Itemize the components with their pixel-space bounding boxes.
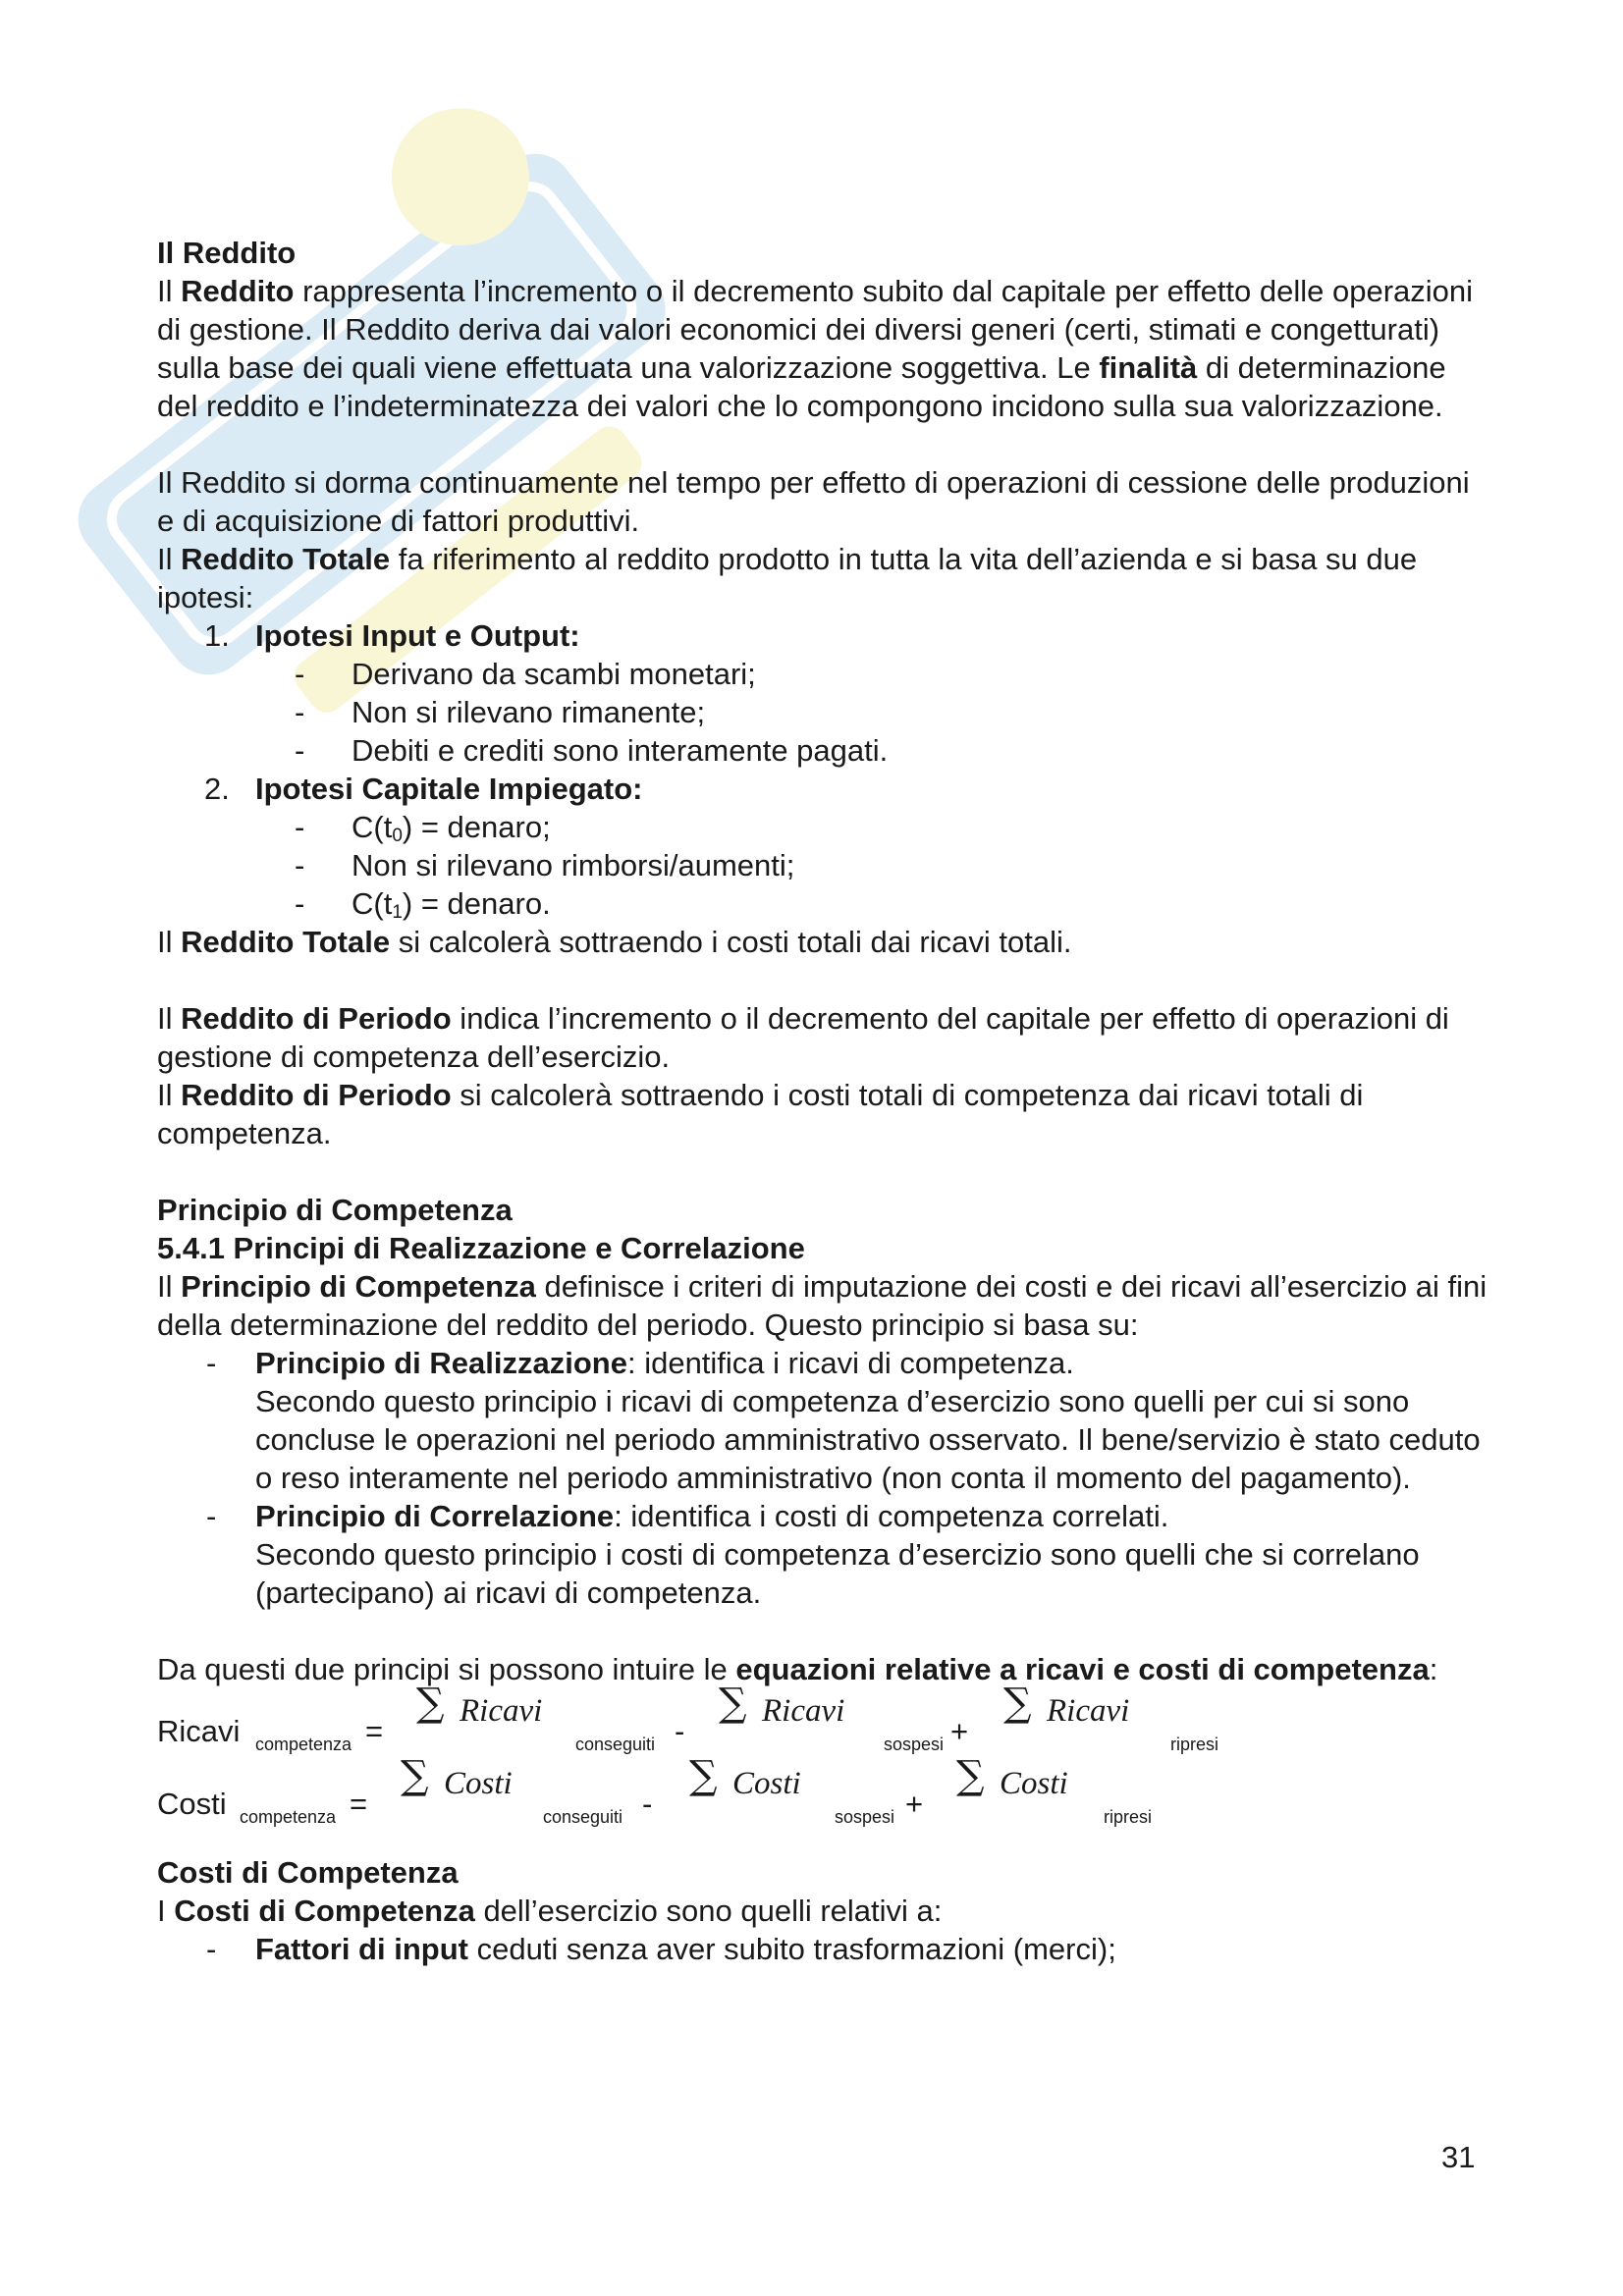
paragraph-reddito-totale: Il Reddito Totale fa riferimento al reddito prodotto in tutta la vita dell’azienda e si basa su due ipotesi: [157, 542, 1418, 614]
hypothesis-capitale-impiegato: 2. Ipotesi Capitale Impiegato: [204, 772, 643, 806]
list-item: - Non si rilevano rimborsi/aumenti; [295, 848, 795, 882]
paragraph-costi-competenza: I Costi di Competenza dell’esercizio sono quelli relativi a: [157, 1894, 943, 1928]
principle-correlazione: - Principio di Correlazione: identifica i costi di competenza correlati. Secondo questo principio i costi di competenza d’esercizio sono quelli che si correlano (partecipano) ai ricavi di competenza. [206, 1499, 1420, 1610]
section-title-reddito: Il Reddito [157, 236, 297, 270]
list-item: - Derivano da scambi monetari; [295, 657, 756, 691]
hypotheses-list [157, 616, 1492, 655]
list-item: - $C(t_1)$ = denaro. [295, 886, 551, 923]
principle-realizzazione: - Principio di Realizzazione: identifica i ricavi di competenza. Secondo questo principio i ricavi di competenza d’esercizio sono quelli per cui si sono concluse le operazioni nel periodo amministrativo osservato. Il bene/servizio è stato ceduto o reso interamente nel periodo amministrativo (non conta il momento del pagamento). [206, 1346, 1481, 1495]
hypothesis-1-items [157, 655, 1492, 770]
paragraph-reddito-formation: Il Reddito si dorma continuamente nel tempo per effetto di operazioni di cessione delle produzioni e di acquisizione di fattori produttivi. [157, 465, 1470, 538]
section-subtitle-principi: 5.4.1 Principi di Realizzazione e Correlazione [157, 1231, 805, 1265]
document-body [157, 234, 1492, 1968]
paragraph-principio-competenza: Il Principio di Competenza definisce i criteri di imputazione dei costi e dei ricavi all’esercizio ai fini della determinazione del reddito del periodo. Questo principio si basa su: [157, 1269, 1488, 1342]
hypothesis-2-items [157, 808, 1492, 923]
paragraph-reddito-definition: Il Reddito rappresenta l’incremento o il decremento subito dal capitale per effetto delle operazioni di gestione. Il Reddito deriva dai valori economici dei diversi generi (certi, stimati e congetturati) sulla base dei quali viene effettuata una valorizzazione soggettiva. Le finalità di determinazione del reddito e l’indeterminatezza dei valori che lo compongono incidono sulla sua valorizzazione. [157, 274, 1474, 423]
hypothesis-input-output: 1. Ipotesi Input e Output: [204, 618, 580, 653]
paragraph-reddito-periodo-calc: Il Reddito di Periodo si calcolerà sottraendo i costi totali di competenza dai ricavi totali di competenza. [157, 1078, 1364, 1150]
costi-list [157, 1930, 1492, 1968]
principles-list [157, 1344, 1492, 1612]
paragraph-reddito-periodo: Il Reddito di Periodo indica l’incremento o il decremento del capitale per effetto di operazioni di gestione di competenza dell’esercizio. [157, 1001, 1449, 1074]
equation-costi: Costi competenza = ∑ Costi conseguiti - ∑ Costi sospesi + ∑ Costi ripresi [157, 1753, 1153, 1827]
list-item: - Fattori di input ceduti senza aver subito trasformazioni (merci); [206, 1932, 1116, 1966]
section-title-competenza: Principio di Competenza [157, 1193, 513, 1227]
paragraph-reddito-totale-calc: Il Reddito Totale si calcolerà sottraendo i costi totali dai ricavi totali. [157, 925, 1072, 959]
hypotheses-list-cont [157, 770, 1492, 808]
section-title-costi: Costi di Competenza [157, 1855, 459, 1890]
equation-ricavi: Ricavi competenza = ∑ Ricavi conseguiti - ∑ Ricavi sospesi + ∑ Ricavi ripresi [157, 1681, 1219, 1754]
list-item: - Debiti e crediti sono interamente pagati. [295, 733, 889, 768]
paragraph-equazioni: Da questi due principi si possono intuire le equazioni relative a ricavi e costi di competenza: [157, 1652, 1438, 1686]
list-item: - Non si rilevano rimanente; [295, 695, 706, 729]
list-item: - $C(t_0)$ = denaro; [295, 810, 551, 846]
page-number: 31 [1441, 2140, 1476, 2174]
